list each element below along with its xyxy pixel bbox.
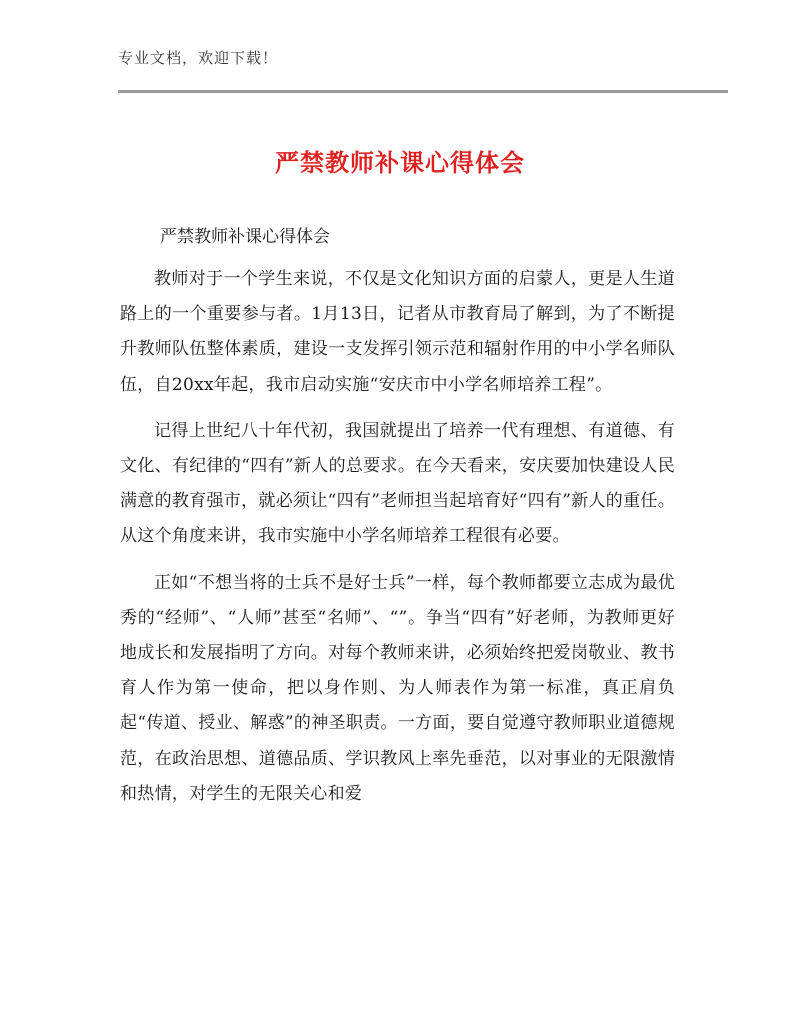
document-title: 严禁教师补课心得体会 (275, 149, 525, 177)
header-note: 专业文档，欢迎下载！ (118, 49, 279, 67)
paragraph-3: 正如“不想当将的士兵不是好士兵”一样，每个教师都要立志成为最优秀的“经师”、“人师”甚至“名师”、“”。争当“四有”好老师，为教师更好地成长和发展指明了方向。对每个教师来讲，必须始终把爱岗敬业、教书育人作为第一使命，把以身作则、为人师表作为第一标准，真正肩负起“传道、授业、解惑”的神圣职责。一方面，要自觉遵守教师职业道德规范，在政治思想、道德品质、学识教风上率先垂范，以对事业的无限激情和热情，对学生的无限关心和爱 (120, 572, 675, 804)
document-subtitle: 严禁教师补课心得体会 (160, 227, 330, 247)
paragraph-1: 教师对于一个学生来说，不仅是文化知识方面的启蒙人，更是人生道路上的一个重要参与者。1月13日，记者从市教育局了解到，为了不断提升教师队伍整体素质，建设一支发挥引领示范和辐射作用的中小学名师队伍，自20xx年起，我市启动实施“安庆市中小学名师培养工程”。 (120, 269, 675, 395)
header-divider (118, 90, 728, 93)
paragraph-2: 记得上世纪八十年代初，我国就提出了培养一代有理想、有道德、有文化、有纪律的“四有”新人的总要求。在今天看来，安庆要加快建设人民满意的教育强市，就必须让“四有”老师担当起培育好“四有”新人的重任。从这个角度来讲，我市实施中小学名师培养工程很有必要。 (120, 420, 675, 547)
document-body (120, 262, 675, 823)
